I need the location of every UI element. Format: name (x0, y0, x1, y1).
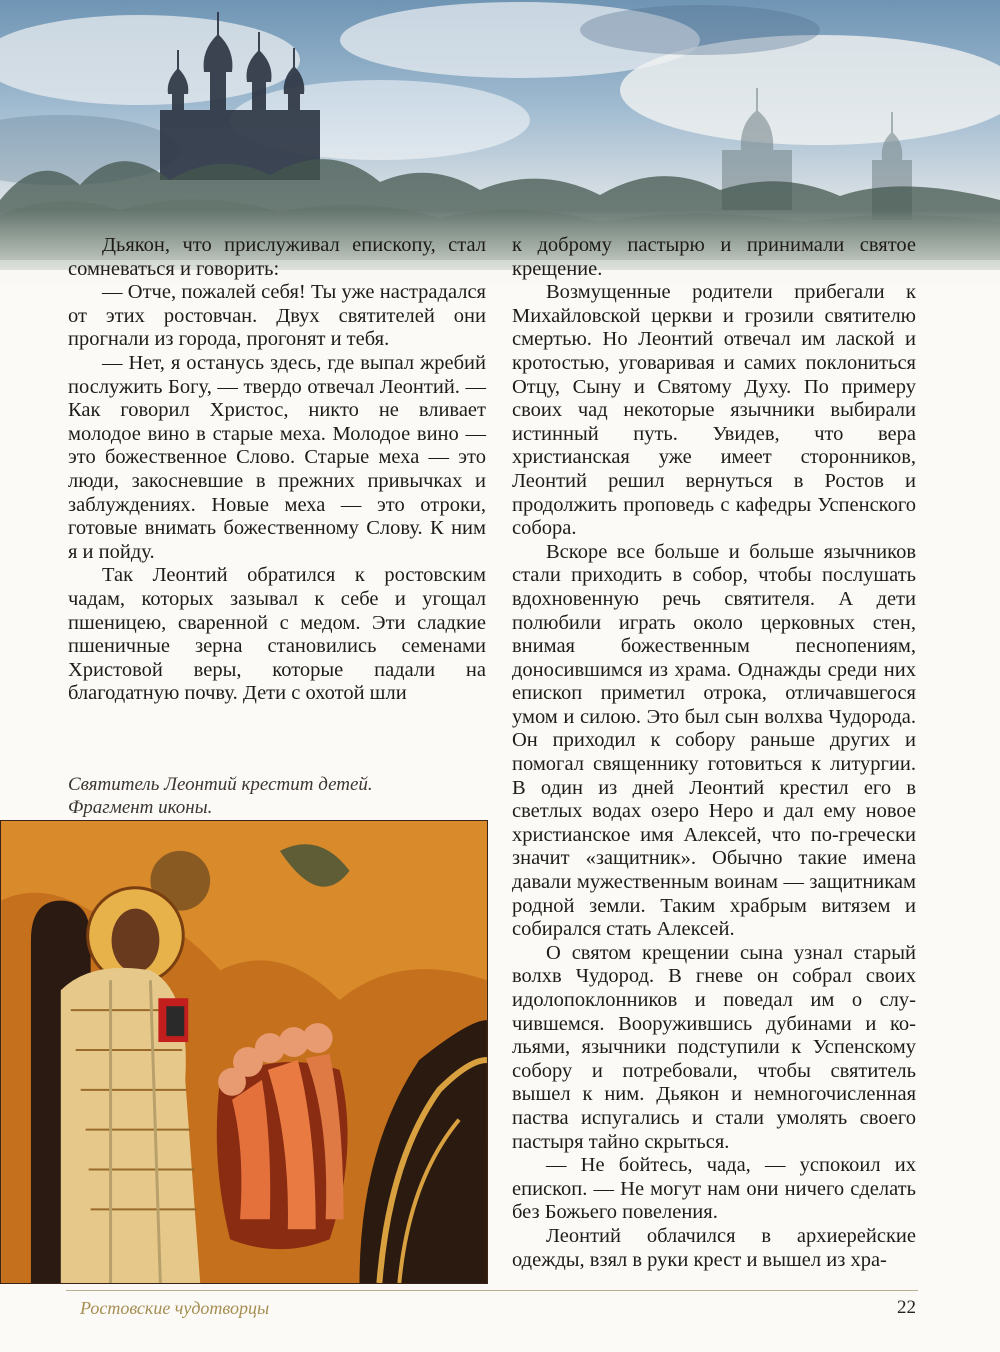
paragraph: — Не бойтесь, чада, — успокоил их епископ. — Не могут нам они ничего сделать без Божьего повеления. (512, 1154, 916, 1224)
paragraph: О святом крещении сына узнал старый волхв Чудород. В гневе он собрал своих идолопоклонников и поведал им о случившемся. Вооружившись дубинами и кольями, язычники подступили к Успенскому собору и потребовали, чтобы святитель вышел к ним. Дьякон и немногочисленная паства испугались и стали умолять своего пастыря тайно скрыться. (512, 941, 916, 1153)
paragraph: Леонтий облачился в архиерейские одежды, взял в руки крест и вышел из хра- (512, 1224, 916, 1271)
paragraph: — Нет, я останусь здесь, где выпал жребий послужить Богу, — твердо отвечал Леонтий. — Как говорил Христос, никто не вливает молодое вино в старые меха. Молодое вино — это божественное Слово. Старые меха — это люди, закосневшие в прежних привычках и заблуждениях. Новые меха — это отроки, готовые внимать божественному Слову. К ним я и пойду. (68, 351, 486, 563)
paragraph: Возмущенные родители прибегали к Михайловской церкви и грозили святителю смертью. Но Леонтий отвечал им лаской и кротостью, уговаривая и самих поклониться Отцу, Сыну и Святому Духу. По примеру своих чад некоторые язычники выбирали истинный путь. Увидев, что вера христианская уже имеет сторонников, Леонтий решил вернуться в Ростов и продолжить проповедь с кафедры Успенского собора. (512, 281, 916, 540)
icon-painting-image (0, 820, 488, 1284)
left-text-column (68, 234, 486, 706)
page-number: 22 (897, 1297, 916, 1318)
footer-divider (66, 1290, 918, 1291)
paragraph: — Отче, пожалей себя! Ты уже настрадался от этих ростовчан. Двух святителей они прогнали из города, прогонят и тебя. (68, 281, 486, 351)
paragraph: к доброму пастырю и принимали святое крещение. (512, 234, 916, 280)
paragraph: Вскоре все больше и больше язычников стали приходить в собор, чтобы послушать вдохновенную речь святителя. А дети полюбили играть около церковных стен, внимая божественным песнопениям, доносившимся из храма. Однажды среди них епископ приметил отрока, отличавшегося умом и силою. Это был сын волхва Чудорода. Он приходил к собору раньше других и помогал священнику готовиться к литургии. В один из дней Леонтий крестил его в светлых водах озеро Неро и дал ему новое христианское имя Алексей, что по-гречески значит «защитник». Обычно такие имена давали мужественным воинам — защитникам родной земли. Таким храбрым витязем и собирался стать Алексей. (512, 540, 916, 941)
running-footer-title: Ростовские чудотворцы (80, 1298, 270, 1318)
paragraph: Дьякон, что прислуживал епископу, стал сомневаться и говорить: (68, 234, 486, 280)
right-text-column (512, 234, 916, 1272)
icon-caption (68, 773, 468, 819)
caption-line: Фрагмент иконы. (68, 797, 213, 818)
paragraph: Так Леонтий обратился к ростовским чадам, которых зазывал к себе и угощал пшеницею, сваренной с медом. Эти сладкие пшеничные зерна становились семенами Христовой веры, которые падали на благодатную почву. Дети с охотой шли (68, 564, 486, 705)
caption-line: Святитель Леонтий крестит детей. (68, 774, 373, 795)
